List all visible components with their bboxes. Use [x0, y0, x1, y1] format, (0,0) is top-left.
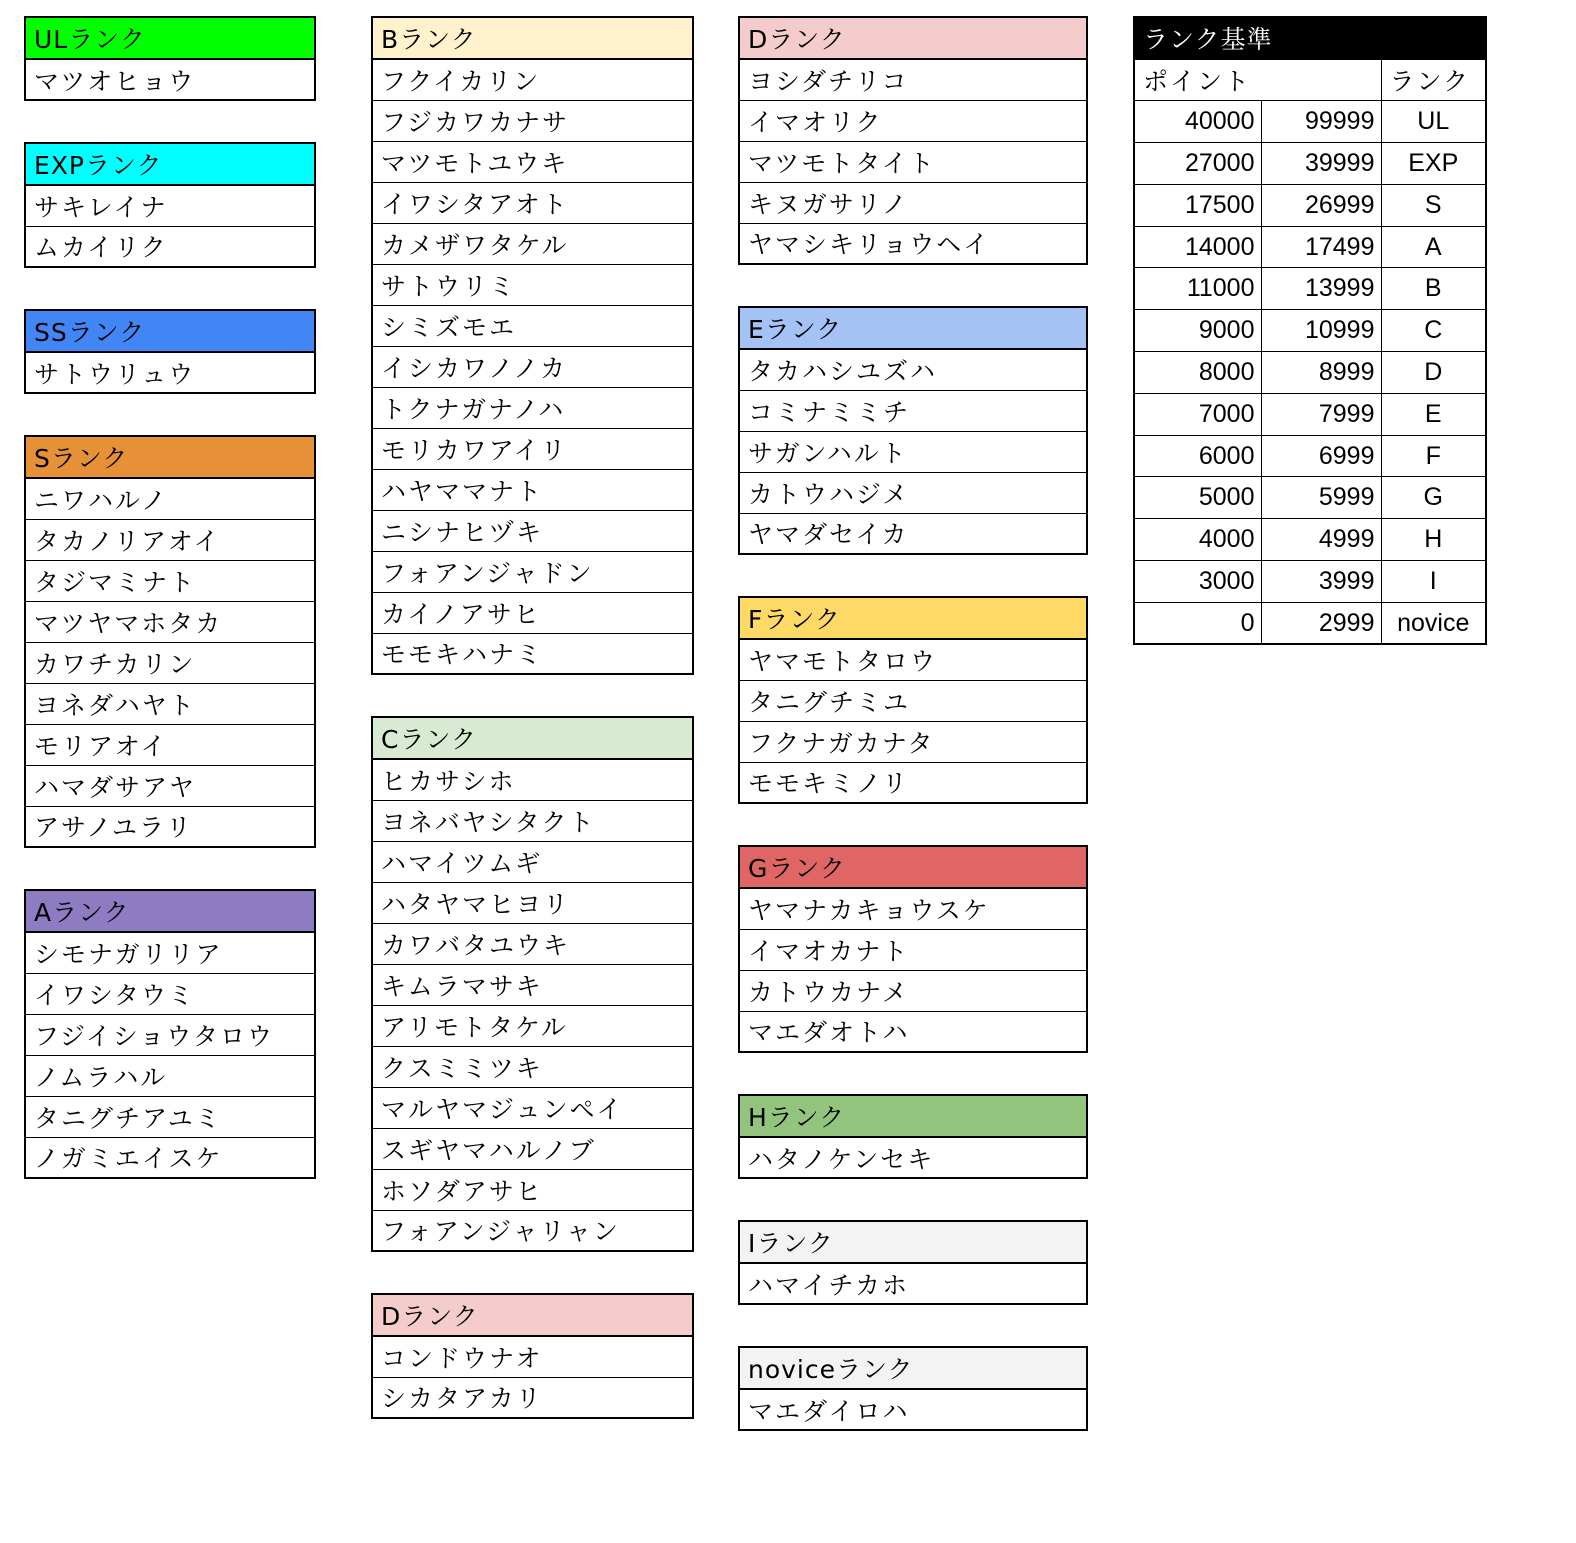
points-min-cell: 5000: [1134, 477, 1261, 519]
member-name-cell: カメザワタケル: [372, 223, 693, 264]
rank-group-header: Dランク: [372, 1294, 693, 1336]
member-name-cell: ハタヤマヒヨリ: [372, 882, 693, 923]
member-name-cell: ハヤママナト: [372, 469, 693, 510]
rank-standard-row: [1134, 519, 1486, 561]
rank-standard-row: [1134, 101, 1486, 143]
points-min-cell: 0: [1134, 602, 1261, 644]
member-name-cell: タニグチアユミ: [25, 1096, 315, 1137]
rank-column-2: [371, 16, 694, 1419]
member-name-cell: コミナミミチ: [739, 390, 1087, 431]
member-name-cell: サガンハルト: [739, 431, 1087, 472]
rank-value-cell: G: [1381, 477, 1486, 519]
member-name-cell: フジイショウタロウ: [25, 1014, 315, 1055]
member-name-cell: マルヤマジュンペイ: [372, 1087, 693, 1128]
member-name-cell: ニワハルノ: [25, 478, 315, 519]
member-name-cell: ヒカサシホ: [372, 759, 693, 800]
member-name-cell: ニシナヒヅキ: [372, 510, 693, 551]
member-name-cell: マエダイロハ: [739, 1389, 1087, 1430]
member-name-cell: イワシタアオト: [372, 182, 693, 223]
member-name-cell: カワチカリン: [25, 642, 315, 683]
member-name-cell: サトウリミ: [372, 264, 693, 305]
member-name-cell: モリアオイ: [25, 724, 315, 765]
points-max-cell: 6999: [1261, 435, 1381, 477]
rank-value-cell: EXP: [1381, 143, 1486, 185]
member-name-cell: クスミミツキ: [372, 1046, 693, 1087]
member-name-cell: サトウリュウ: [25, 352, 315, 393]
rank-group-table: [738, 1346, 1088, 1431]
points-max-cell: 2999: [1261, 602, 1381, 644]
points-min-cell: 11000: [1134, 268, 1261, 310]
points-min-cell: 27000: [1134, 143, 1261, 185]
rank-standard-row: [1134, 226, 1486, 268]
member-name-cell: マツモトユウキ: [372, 141, 693, 182]
member-name-cell: ノムラハル: [25, 1055, 315, 1096]
member-name-cell: カトウカナメ: [739, 970, 1087, 1011]
points-max-cell: 7999: [1261, 393, 1381, 435]
member-name-cell: マツヤマホタカ: [25, 601, 315, 642]
points-min-cell: 7000: [1134, 393, 1261, 435]
rank-group-table: [371, 1293, 694, 1419]
member-name-cell: アリモトタケル: [372, 1005, 693, 1046]
rank-group-header: Cランク: [372, 717, 693, 759]
rank-value-cell: H: [1381, 519, 1486, 561]
member-name-cell: イマオカナト: [739, 929, 1087, 970]
rank-standard-row: [1134, 561, 1486, 603]
rank-standard-table: [1133, 16, 1487, 645]
member-name-cell: モモキハナミ: [372, 633, 693, 674]
rank-value-cell: D: [1381, 352, 1486, 394]
points-max-cell: 5999: [1261, 477, 1381, 519]
member-name-cell: アサノユラリ: [25, 806, 315, 847]
points-max-cell: 17499: [1261, 226, 1381, 268]
rank-standard-row: [1134, 268, 1486, 310]
member-name-cell: フクナガカナタ: [739, 721, 1087, 762]
member-name-cell: ハマイツムギ: [372, 841, 693, 882]
points-min-cell: 4000: [1134, 519, 1261, 561]
member-name-cell: ヤマナカキョウスケ: [739, 888, 1087, 929]
member-name-cell: キヌガサリノ: [739, 182, 1087, 223]
rank-group-table: [738, 1094, 1088, 1179]
rank-group-header: Sランク: [25, 436, 315, 478]
member-name-cell: ヤマダセイカ: [739, 513, 1087, 554]
rank-column-3: [738, 16, 1088, 1431]
points-min-cell: 40000: [1134, 101, 1261, 143]
member-name-cell: タジマミナト: [25, 560, 315, 601]
rank-group-table: [738, 306, 1088, 555]
rank-value-cell: A: [1381, 226, 1486, 268]
points-max-cell: 26999: [1261, 184, 1381, 226]
rank-value-cell: I: [1381, 561, 1486, 603]
rank-group-table: [24, 435, 316, 848]
rank-group-header: EXPランク: [25, 143, 315, 185]
rank-group-header: SSランク: [25, 310, 315, 352]
member-name-cell: ムカイリク: [25, 226, 315, 267]
rank-value-cell: B: [1381, 268, 1486, 310]
rank-standard-row: [1134, 310, 1486, 352]
rank-group-header: Iランク: [739, 1221, 1087, 1263]
rank-group-header: Aランク: [25, 890, 315, 932]
member-name-cell: フォアンジャリャン: [372, 1210, 693, 1251]
rank-group-header: Gランク: [739, 846, 1087, 888]
rank-standard-row: [1134, 184, 1486, 226]
rank-value-cell: UL: [1381, 101, 1486, 143]
member-name-cell: モリカワアイリ: [372, 428, 693, 469]
points-min-cell: 9000: [1134, 310, 1261, 352]
rank-group-table: [738, 596, 1088, 804]
points-min-cell: 8000: [1134, 352, 1261, 394]
member-name-cell: イシカワノノカ: [372, 346, 693, 387]
rank-standard-row: [1134, 143, 1486, 185]
member-name-cell: トクナガナノハ: [372, 387, 693, 428]
rank-column-1: [24, 16, 316, 1179]
member-name-cell: スギヤマハルノブ: [372, 1128, 693, 1169]
member-name-cell: タカハシユズハ: [739, 349, 1087, 390]
member-name-cell: イマオリク: [739, 100, 1087, 141]
rank-value-cell: C: [1381, 310, 1486, 352]
member-name-cell: ヨネバヤシタクト: [372, 800, 693, 841]
member-name-cell: タニグチミユ: [739, 680, 1087, 721]
member-name-cell: マエダオトハ: [739, 1011, 1087, 1052]
rank-group-table: [371, 16, 694, 675]
rank-group-table: [371, 716, 694, 1252]
rank-standard-row: [1134, 602, 1486, 644]
rank-group-header: noviceランク: [739, 1347, 1087, 1389]
member-name-cell: イワシタウミ: [25, 973, 315, 1014]
member-name-cell: フォアンジャドン: [372, 551, 693, 592]
points-max-cell: 13999: [1261, 268, 1381, 310]
member-name-cell: フジカワカナサ: [372, 100, 693, 141]
rank-group-table: [24, 16, 316, 101]
member-name-cell: シモナガリリア: [25, 932, 315, 973]
rank-group-header: Fランク: [739, 597, 1087, 639]
member-name-cell: コンドウナオ: [372, 1336, 693, 1377]
points-max-cell: 99999: [1261, 101, 1381, 143]
member-name-cell: ヤマモトタロウ: [739, 639, 1087, 680]
member-name-cell: ハタノケンセキ: [739, 1137, 1087, 1178]
member-name-cell: カトウハジメ: [739, 472, 1087, 513]
rank-group-table: [738, 16, 1088, 265]
rank-group-table: [24, 142, 316, 268]
rank-standard-row: [1134, 352, 1486, 394]
points-max-cell: 3999: [1261, 561, 1381, 603]
points-max-cell: 39999: [1261, 143, 1381, 185]
member-name-cell: シカタアカリ: [372, 1377, 693, 1418]
member-name-cell: シミズモエ: [372, 305, 693, 346]
points-min-cell: 3000: [1134, 561, 1261, 603]
member-name-cell: モモキミノリ: [739, 762, 1087, 803]
rank-group-header: Eランク: [739, 307, 1087, 349]
member-name-cell: マツオヒョウ: [25, 59, 315, 100]
member-name-cell: タカノリアオイ: [25, 519, 315, 560]
rank-group-header: Bランク: [372, 17, 693, 59]
rank-group-table: [738, 845, 1088, 1053]
rank-group-header: Hランク: [739, 1095, 1087, 1137]
points-min-cell: 6000: [1134, 435, 1261, 477]
rank-group-table: [24, 309, 316, 394]
member-name-cell: フクイカリン: [372, 59, 693, 100]
member-name-cell: ホソダアサヒ: [372, 1169, 693, 1210]
rank-group-table: [24, 889, 316, 1179]
rank-column-header: ランク: [1381, 59, 1486, 101]
rank-standard-row: [1134, 477, 1486, 519]
member-name-cell: ヨネダハヤト: [25, 683, 315, 724]
member-name-cell: キムラマサキ: [372, 964, 693, 1005]
points-min-cell: 17500: [1134, 184, 1261, 226]
rank-standard-title: ランク基準: [1134, 17, 1486, 59]
rank-standard-row: [1134, 435, 1486, 477]
member-name-cell: ハマイチカホ: [739, 1263, 1087, 1304]
points-max-cell: 4999: [1261, 519, 1381, 561]
member-name-cell: カイノアサヒ: [372, 592, 693, 633]
rank-group-header: ULランク: [25, 17, 315, 59]
rank-value-cell: E: [1381, 393, 1486, 435]
member-name-cell: サキレイナ: [25, 185, 315, 226]
rank-value-cell: F: [1381, 435, 1486, 477]
points-max-cell: 10999: [1261, 310, 1381, 352]
rank-value-cell: novice: [1381, 602, 1486, 644]
member-name-cell: カワバタユウキ: [372, 923, 693, 964]
member-name-cell: マツモトタイト: [739, 141, 1087, 182]
rank-value-cell: S: [1381, 184, 1486, 226]
rank-group-header: Dランク: [739, 17, 1087, 59]
points-column-header: ポイント: [1134, 59, 1381, 101]
rank-standard-row: [1134, 393, 1486, 435]
member-name-cell: ヤマシキリョウヘイ: [739, 223, 1087, 264]
rank-group-table: [738, 1220, 1088, 1305]
member-name-cell: ハマダサアヤ: [25, 765, 315, 806]
member-name-cell: ノガミエイスケ: [25, 1137, 315, 1178]
member-name-cell: ヨシダチリコ: [739, 59, 1087, 100]
points-max-cell: 8999: [1261, 352, 1381, 394]
points-min-cell: 14000: [1134, 226, 1261, 268]
